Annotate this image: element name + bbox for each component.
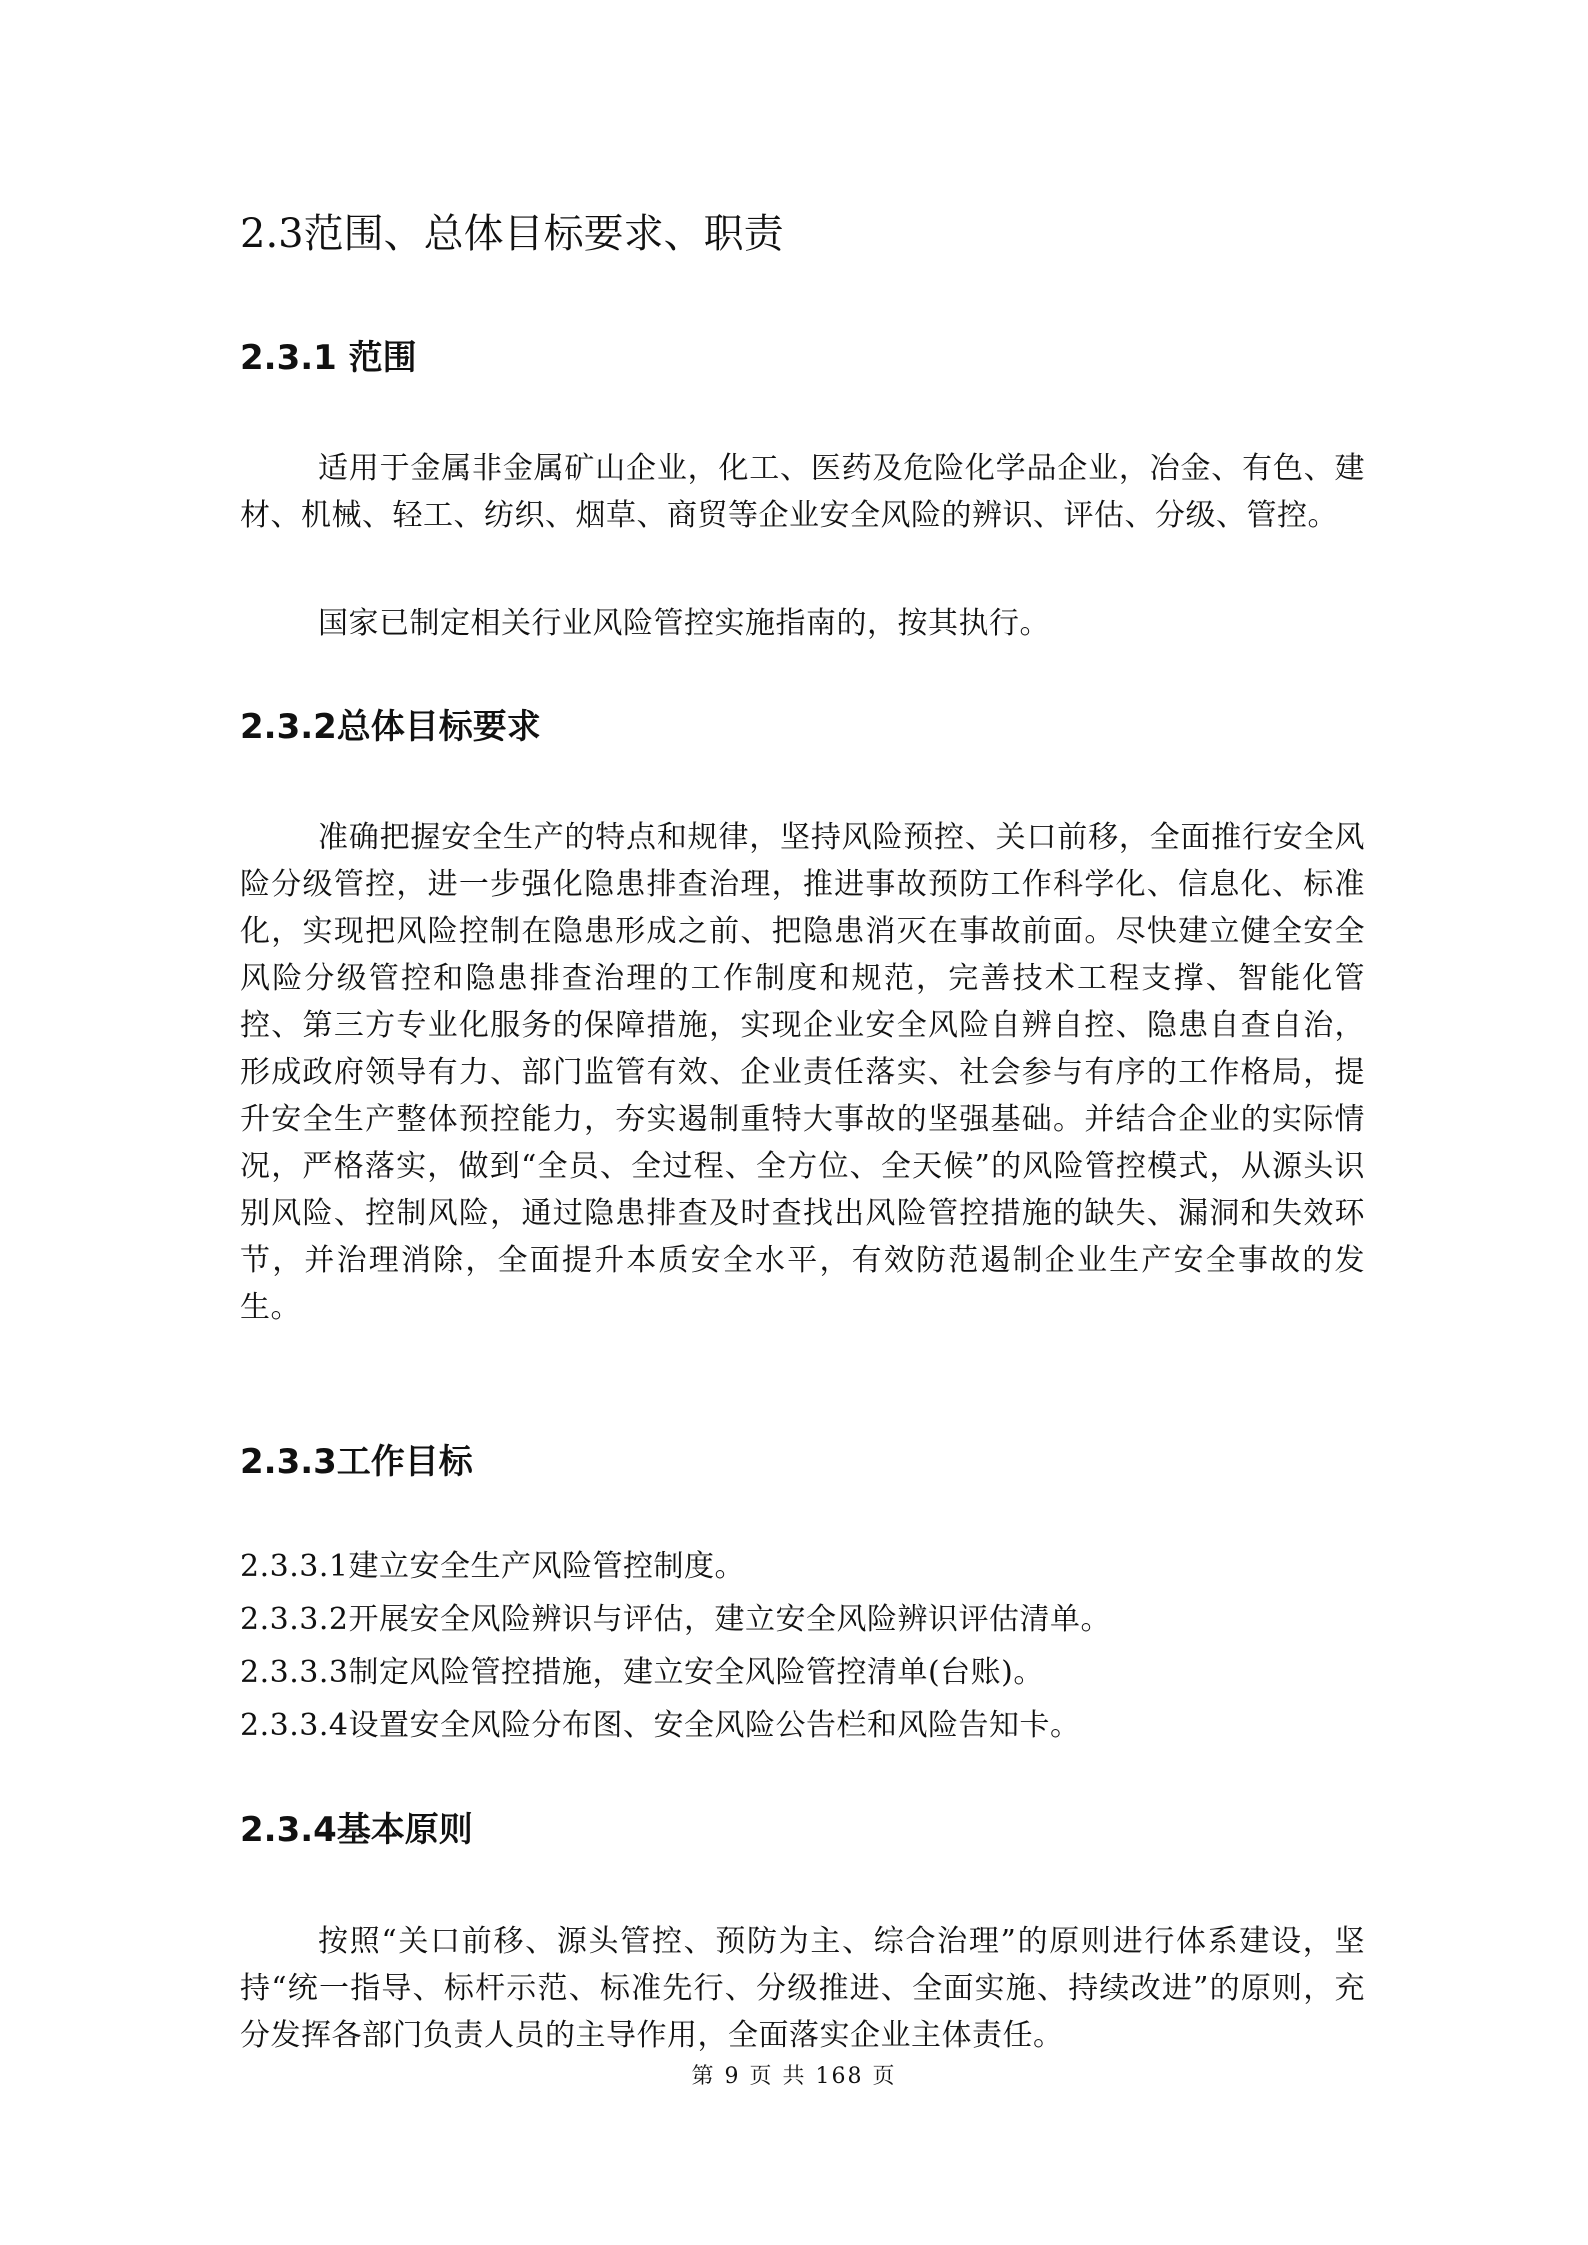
overall-goal-heading: 2.3.2总体目标要求 <box>240 707 541 747</box>
work-goals-heading: 2.3.3工作目标 <box>240 1442 473 1482</box>
work-goals-list <box>240 1540 1111 1752</box>
scope-heading: 2.3.1 范围 <box>240 338 417 378</box>
work-goal-item: 2.3.3.3制定风险管控措施，建立安全风险管控清单(台账)。 <box>240 1655 1044 1690</box>
section-title: 2.3范围、总体目标要求、职责 <box>240 211 784 257</box>
work-goal-item: 2.3.3.2开展安全风险辨识与评估，建立安全风险辨识评估清单。 <box>240 1602 1111 1637</box>
principles-heading: 2.3.4基本原则 <box>240 1810 473 1850</box>
scope-paragraph-2: 国家已制定相关行业风险管控实施指南的，按其执行。 <box>318 606 1050 641</box>
principles-paragraph: 按照“关口前移、源头管控、预防为主、综合治理”的原则进行体系建设，坚持“统一指导、标杆示范、标准先行、分级推进、全面实施、持续改进”的原则，充分发挥各部门负责人员的主导作用，全面落实企业主体责任。 <box>240 1924 1365 2053</box>
document-page <box>240 0 1365 2245</box>
work-goal-item: 2.3.3.1建立安全生产风险管控制度。 <box>240 1549 745 1584</box>
page-number-footer: 第 9 页 共 168 页 <box>691 2064 897 2089</box>
scope-paragraph-1: 适用于金属非金属矿山企业，化工、医药及危险化学品企业，冶金、有色、建材、机械、轻工、纺织、烟草、商贸等企业安全风险的辨识、评估、分级、管控。 <box>240 451 1365 533</box>
work-goal-item: 2.3.3.4设置安全风险分布图、安全风险公告栏和风险告知卡。 <box>240 1708 1081 1743</box>
overall-goal-paragraph: 准确把握安全生产的特点和规律，坚持风险预控、关口前移，全面推行安全风险分级管控，进一步强化隐患排查治理，推进事故预防工作科学化、信息化、标准化，实现把风险控制在隐患形成之前、把隐患消灭在事故前面。尽快建立健全安全风险分级管控和隐患排查治理的工作制度和规范，完善技术工程支撑、智能化管控、第三方专业化服务的保障措施，实现企业安全风险自辨自控、隐患自查自治，形成政府领导有力、部门监管有效、企业责任落实、社会参与有序的工作格局，提升安全生产整体预控能力，夯实遏制重特大事故的坚强基础。并结合企业的实际情况，严格落实，做到“全员、全过程、全方位、全天候”的风险管控模式，从源头识别风险、控制风险，通过隐患排查及时查找出风险管控措施的缺失、漏洞和失效环节，并治理消除，全面提升本质安全水平，有效防范遏制企业生产安全事故的发生。 <box>240 820 1365 1325</box>
